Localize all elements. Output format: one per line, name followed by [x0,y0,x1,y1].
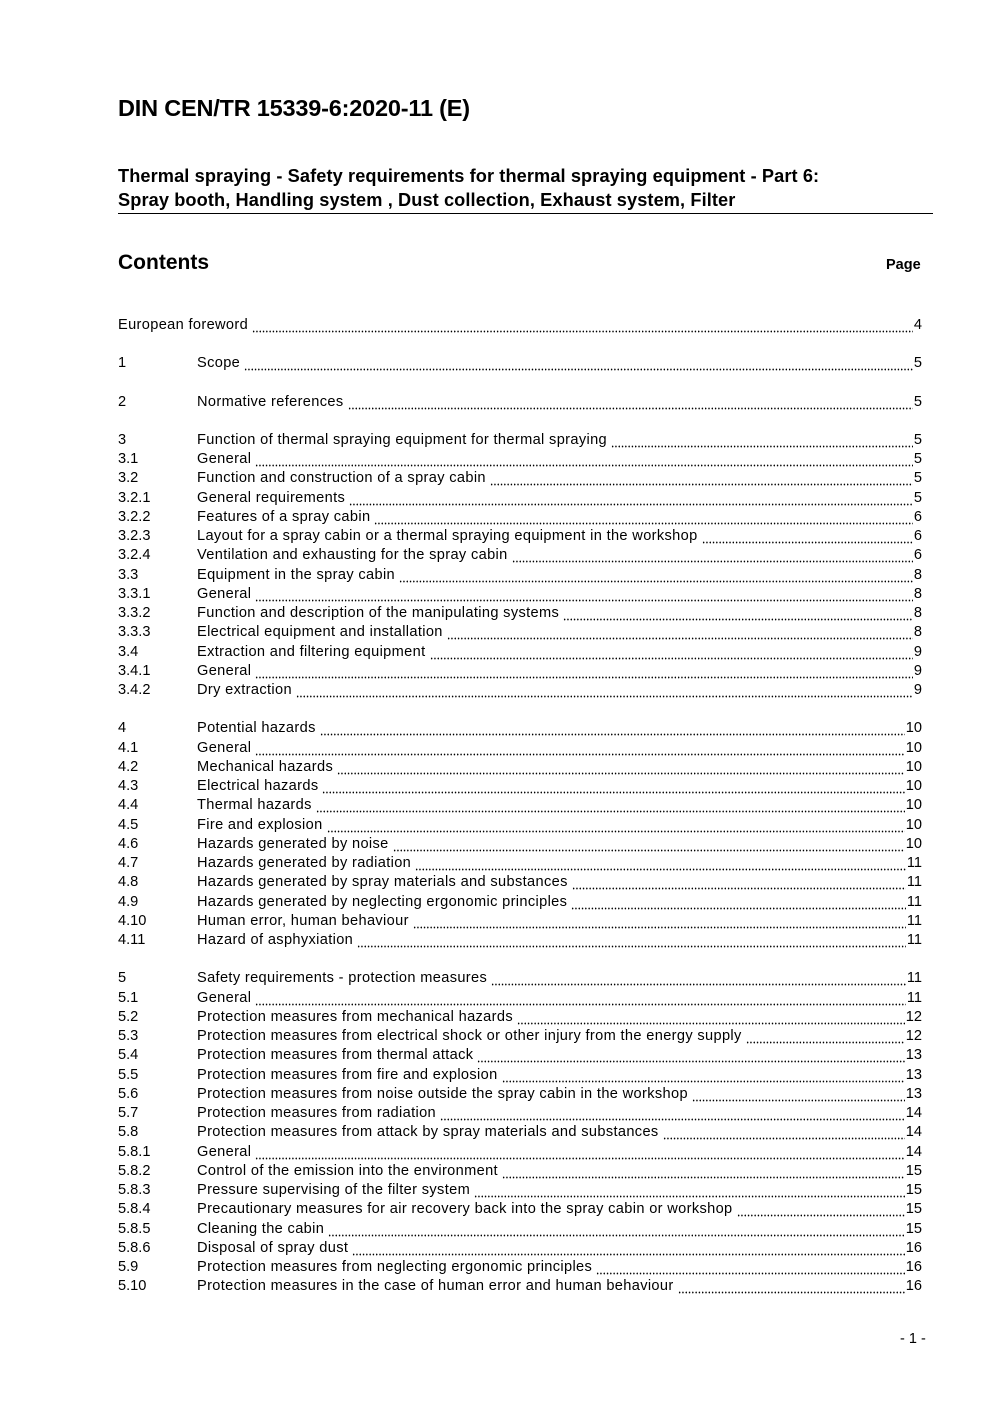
toc-dot-leader [746,1027,905,1046]
toc-entry-number: 4.4 [118,797,139,814]
toc-entry[interactable] [118,546,922,565]
toc-entry[interactable] [118,1085,922,1104]
toc-entry[interactable] [118,527,922,546]
toc-entry-title: Protection measures from fire and explosion [197,1066,498,1083]
toc-entry-title: European foreword [118,317,249,333]
toc-dot-leader [517,1008,905,1027]
toc-entry-title: Protection measures from electrical shock or other injury from the energy supply [197,1028,742,1044]
toc-entry-page: 15 [905,1162,922,1179]
toc-entry-page: 15 [905,1201,922,1218]
toc-entry[interactable] [118,1220,922,1239]
toc-entry-number: 5.4 [118,1047,139,1064]
toc-entry-number: 5.8.2 [118,1162,151,1179]
toc-entry-title: General [197,989,252,1006]
toc-entry-number: 4.1 [118,739,139,756]
toc-entry-number: 5.7 [118,1105,139,1121]
toc-entry[interactable] [118,1181,922,1200]
toc-entry-title: Cleaning the cabin [197,1220,325,1237]
toc-entry-title: Pressure supervising of the filter system [197,1182,471,1198]
toc-entry[interactable] [118,912,922,931]
toc-dot-leader [348,393,913,412]
toc-entry[interactable] [118,1066,922,1085]
toc-dot-leader [349,489,913,508]
toc-dot-leader [490,469,913,488]
toc-dot-leader [692,1085,905,1104]
toc-dot-leader [663,1123,905,1142]
toc-entry-title: Layout for a spray cabin or a thermal spraying equipment in the workshop [197,528,698,544]
toc-dot-leader [702,527,913,546]
toc-entry-title: Function and description of the manipulating systems [197,605,560,621]
toc-dot-leader [399,566,913,585]
toc-entry-number: 3.2.2 [118,508,151,525]
toc-dot-leader [447,623,913,642]
toc-entry-number: 5.8.5 [118,1220,151,1237]
toc-entry-page: 10 [905,720,922,737]
footer-page-number: - 1 - [900,1331,926,1347]
toc-entry-page: 15 [905,1220,922,1237]
toc-entry-title: Mechanical hazards [197,758,334,775]
toc-entry-page: 15 [905,1182,922,1198]
toc-entry-page: 10 [905,739,922,756]
toc-entry-page: 11 [906,912,922,929]
toc-entry-title: General requirements [197,489,346,506]
toc-entry-number: 3.1 [118,451,139,467]
toc-entry-title: Normative references [197,393,344,410]
toc-dot-leader [255,989,905,1008]
toc-entry-title: Control of the emission into the environment [197,1162,498,1179]
toc-entry[interactable] [118,1258,922,1277]
toc-entry-page: 5 [913,355,922,372]
toc-entry[interactable] [118,816,922,835]
toc-dot-leader [328,1220,905,1239]
toc-entry-number: 5.8 [118,1124,139,1141]
toc-entry[interactable] [118,1046,922,1065]
toc-entry[interactable] [118,681,922,700]
toc-entry[interactable] [118,1123,922,1142]
toc-dot-leader [255,739,904,758]
toc-dot-leader [491,969,906,988]
toc-entry[interactable] [118,1277,922,1296]
toc-entry-number: 3.3.1 [118,585,151,602]
toc-entry[interactable] [118,1200,922,1219]
toc-entry[interactable] [118,969,922,988]
toc-entry[interactable] [118,931,922,950]
toc-group [118,969,922,1296]
toc-entry-title: Function of thermal spraying equipment for thermal spraying [197,431,608,448]
toc-dot-leader [255,585,913,604]
toc-entry[interactable] [118,354,922,373]
toc-entry-number: 3.3.2 [118,605,151,621]
toc-entry-page: 16 [905,1259,922,1275]
toc-entry[interactable] [118,623,922,642]
toc-entry-title: Hazard of asphyxiation [197,932,354,948]
document-title [118,164,933,214]
toc-entry[interactable] [118,1143,922,1162]
toc-entry-title: Protection measures from attack by spray materials and substances [197,1124,659,1141]
toc-entry-page: 9 [913,662,922,679]
toc-entry-title: Disposal of spray dust [197,1239,349,1256]
toc-entry-title: Protection measures from radiation [197,1105,437,1121]
toc-entry-title: Human error, human behaviour [197,912,409,929]
toc-entry-page: 4 [913,317,922,333]
page-column-heading: Page [886,257,921,273]
toc-entry-title: General [197,739,252,756]
toc-dot-leader [337,758,905,777]
toc-dot-leader [477,1046,904,1065]
toc-entry-title: General [197,1143,252,1160]
toc-group [118,393,922,412]
toc-entry-page: 16 [905,1278,922,1295]
toc-entry[interactable] [118,431,922,450]
toc-dot-leader [255,450,913,469]
toc-entry-page: 9 [913,643,922,660]
toc-entry[interactable] [118,316,922,335]
toc-entry-number: 3.4.2 [118,682,151,698]
toc-entry[interactable] [118,1239,922,1258]
toc-entry-page: 8 [913,566,922,583]
toc-entry-number: 4.8 [118,874,139,891]
document-title-line-2: Spray booth, Handling system , Dust collection, Exhaust system, Filter [118,190,736,210]
toc-entry-page: 8 [913,624,922,641]
toc-entry-page: 16 [905,1239,922,1256]
toc-dot-leader [244,354,913,373]
toc-entry-title: Function and construction of a spray cabin [197,470,486,487]
toc-entry[interactable] [118,1162,922,1181]
toc-entry[interactable] [118,604,922,623]
toc-entry[interactable] [118,566,922,585]
toc-entry-title: Equipment in the spray cabin [197,566,396,583]
toc-entry[interactable] [118,489,922,508]
toc-entry-page: 10 [905,778,922,794]
toc-entry-number: 4.6 [118,835,139,852]
toc-entry-title: Dry extraction [197,682,292,698]
toc-entry-number: 3.2.4 [118,547,151,564]
toc-group [118,719,922,950]
toc-entry-page: 10 [905,797,922,814]
toc-entry-page: 14 [905,1105,922,1121]
toc-entry[interactable] [118,643,922,662]
contents-heading: Contents [118,251,209,274]
toc-entry-title: Hazards generated by neglecting ergonomic principles [197,893,568,910]
toc-dot-leader [611,431,913,450]
toc-entry-number: 4.11 [118,932,146,948]
toc-entry[interactable] [118,393,922,412]
toc-entry-page: 11 [906,932,922,948]
toc-entry-number: 5.5 [118,1066,139,1083]
toc-dot-leader [322,777,904,796]
toc-entry-number: 2 [118,393,127,410]
toc-dot-leader [474,1181,905,1200]
toc-dot-leader [255,662,913,681]
toc-group [118,316,922,335]
toc-dot-leader [415,854,906,873]
toc-entry-title: General [197,585,252,602]
toc-dot-leader [255,1143,904,1162]
toc-dot-leader [563,604,913,623]
toc-entry[interactable] [118,719,922,738]
toc-entry-number: 3.4.1 [118,662,151,679]
toc-entry-number: 5 [118,970,127,987]
toc-entry-number: 4.9 [118,893,139,910]
toc-entry-title: General [197,451,252,467]
toc-entry-title: Safety requirements - protection measures [197,970,488,987]
toc-entry-number: 4.10 [118,912,147,929]
toc-dot-leader [316,796,905,815]
toc-entry[interactable] [118,893,922,912]
toc-entry-title: Potential hazards [197,720,316,737]
toc-entry[interactable] [118,662,922,681]
table-of-contents [118,316,922,1316]
toc-entry-number: 4.2 [118,758,139,775]
toc-entry-number: 3.2.3 [118,528,151,544]
toc-entry-number: 5.9 [118,1259,139,1275]
toc-entry-number: 4.3 [118,778,139,794]
toc-entry-title: Protection measures from thermal attack [197,1047,474,1064]
toc-entry[interactable] [118,989,922,1008]
toc-entry[interactable] [118,873,922,892]
toc-entry-number: 5.10 [118,1278,147,1295]
toc-entry-title: Electrical hazards [197,778,319,794]
toc-entry-title: General [197,662,252,679]
toc-entry-number: 5.8.4 [118,1201,151,1218]
toc-entry-page: 5 [913,393,922,410]
toc-entry-number: 5.6 [118,1085,139,1102]
toc-entry-number: 3.3 [118,566,139,583]
toc-entry-number: 5.3 [118,1028,139,1044]
toc-entry-page: 5 [913,431,922,448]
toc-entry-page: 14 [905,1143,922,1160]
toc-entry-page: 12 [905,1008,922,1025]
toc-entry[interactable] [118,585,922,604]
toc-dot-leader [357,931,906,950]
toc-dot-leader [374,508,912,527]
toc-entry-page: 11 [906,893,922,910]
toc-entry-number: 4.5 [118,816,139,833]
toc-entry-page: 5 [913,451,922,467]
toc-entry-page: 9 [913,682,922,698]
toc-entry-page: 5 [913,470,922,487]
toc-entry-page: 8 [913,585,922,602]
toc-entry-page: 14 [905,1124,922,1141]
toc-dot-leader [430,643,913,662]
toc-entry-page: 6 [913,547,922,564]
toc-entry-page: 11 [906,970,922,987]
toc-entry-number: 5.1 [118,989,139,1006]
toc-entry-title: Scope [197,355,241,372]
toc-entry-number: 3.3.3 [118,624,151,641]
toc-entry-title: Fire and explosion [197,816,323,833]
toc-dot-leader [352,1239,904,1258]
toc-entry-number: 5.8.3 [118,1182,151,1198]
toc-entry-number: 4.7 [118,855,139,871]
toc-entry[interactable] [118,1104,922,1123]
toc-entry-page: 6 [913,508,922,525]
toc-entry-page: 13 [905,1066,922,1083]
toc-entry-title: Hazards generated by radiation [197,855,412,871]
toc-entry-number: 1 [118,355,127,372]
toc-entry-number: 3.2.1 [118,489,151,506]
toc-entry-page: 12 [905,1028,922,1044]
toc-entry-title: Extraction and filtering equipment [197,643,426,660]
toc-entry-title: Features of a spray cabin [197,508,371,525]
toc-entry-page: 13 [905,1085,922,1102]
toc-entry[interactable] [118,796,922,815]
toc-entry-number: 5.2 [118,1008,139,1025]
toc-entry-title: Hazards generated by noise [197,835,389,852]
toc-entry-number: 5.8.1 [118,1143,151,1160]
toc-entry-number: 4 [118,720,127,737]
toc-dot-leader [596,1258,905,1277]
document-title-line-1: Thermal spraying - Safety requirements for thermal spraying equipment - Part 6: [118,166,820,186]
toc-entry-page: 10 [905,816,922,833]
toc-entry[interactable] [118,1008,922,1027]
toc-entry-page: 11 [906,855,922,871]
toc-dot-leader [327,816,905,835]
toc-entry-page: 6 [913,528,922,544]
toc-entry-title: Hazards generated by spray materials and substances [197,874,568,891]
toc-entry-page: 13 [905,1047,922,1064]
toc-dot-leader [440,1104,905,1123]
toc-entry-title: Ventilation and exhausting for the spray cabin [197,547,508,564]
toc-dot-leader [512,546,913,565]
toc-dot-leader [502,1066,905,1085]
toc-entry[interactable] [118,739,922,758]
toc-dot-leader [502,1162,905,1181]
toc-dot-leader [252,316,913,335]
toc-group [118,354,922,373]
toc-entry-title: Electrical equipment and installation [197,624,443,641]
toc-entry[interactable] [118,508,922,527]
toc-dot-leader [678,1277,905,1296]
toc-entry-number: 3.4 [118,643,139,660]
toc-dot-leader [571,893,906,912]
toc-entry-title: Protection measures from mechanical hazards [197,1008,513,1025]
toc-entry[interactable] [118,469,922,488]
toc-entry-page: 10 [905,758,922,775]
toc-entry[interactable] [118,758,922,777]
toc-dot-leader [572,873,906,892]
toc-entry[interactable] [118,1027,922,1046]
toc-entry-page: 10 [905,835,922,852]
toc-entry-page: 8 [913,605,922,621]
toc-entry[interactable] [118,835,922,854]
document-id: DIN CEN/TR 15339-6:2020-11 (E) [118,95,470,121]
toc-entry-page: 11 [906,989,922,1006]
toc-dot-leader [737,1200,905,1219]
toc-dot-leader [393,835,905,854]
toc-entry-title: Protection measures from neglecting ergonomic principles [197,1259,593,1275]
toc-entry-title: Protection measures in the case of human error and human behaviour [197,1278,674,1295]
toc-entry-number: 3 [118,431,127,448]
toc-dot-leader [413,912,906,931]
toc-entry[interactable] [118,450,922,469]
toc-entry-number: 3.2 [118,470,139,487]
toc-dot-leader [296,681,913,700]
toc-dot-leader [320,719,905,738]
toc-entry-page: 11 [906,874,922,891]
toc-entry-title: Thermal hazards [197,797,312,814]
toc-entry-number: 5.8.6 [118,1239,151,1256]
toc-entry[interactable] [118,854,922,873]
toc-entry-title: Precautionary measures for air recovery back into the spray cabin or workshop [197,1201,733,1218]
toc-group [118,431,922,701]
toc-entry[interactable] [118,777,922,796]
toc-entry-title: Protection measures from noise outside the spray cabin in the workshop [197,1085,688,1102]
toc-entry-page: 5 [913,489,922,506]
